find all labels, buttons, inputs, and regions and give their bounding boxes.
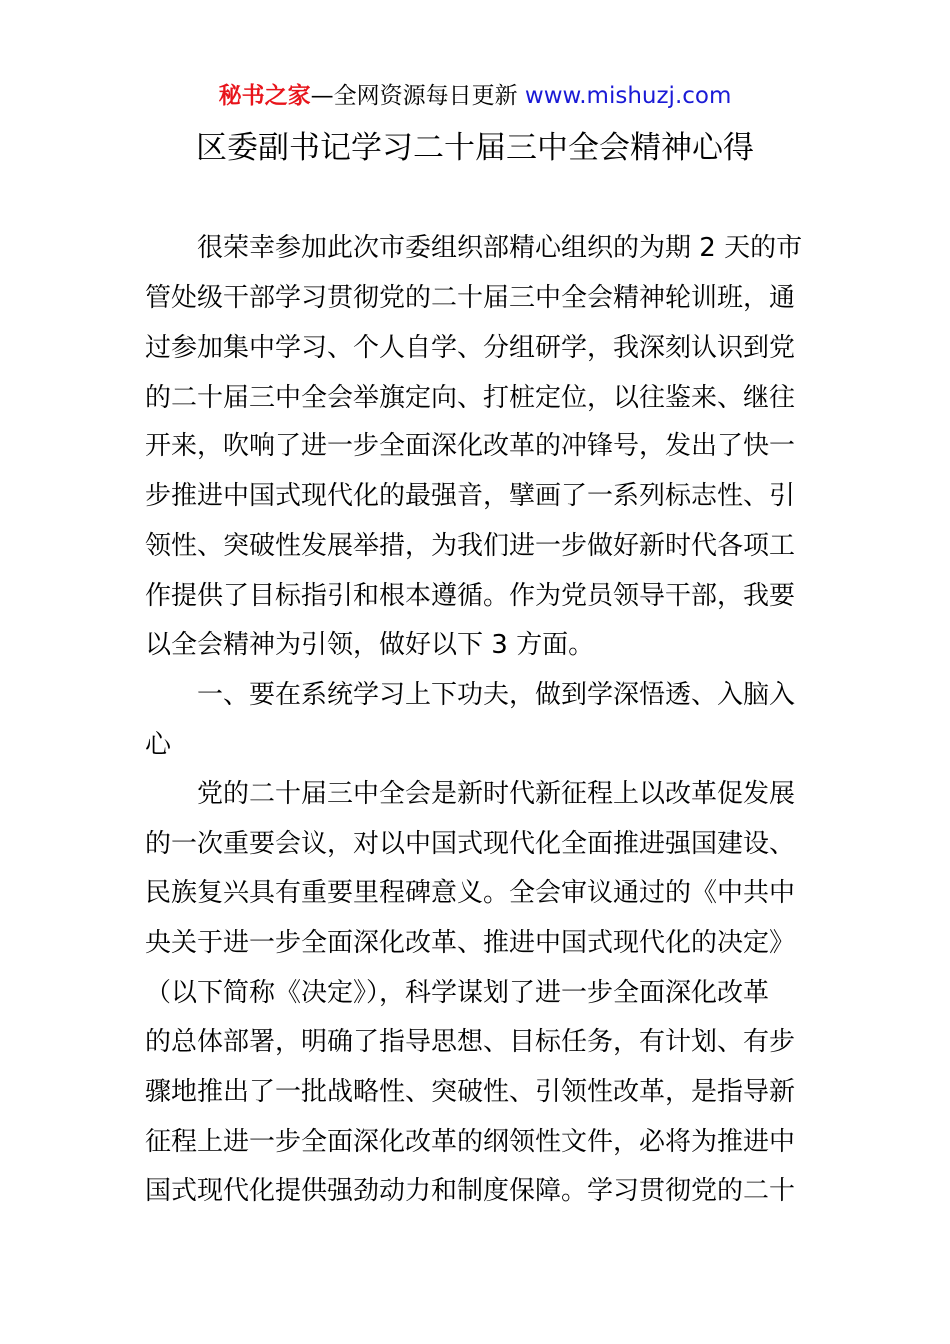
paragraph-line: 领性、突破性发展举措，为我们进一步做好新时代各项工 [145,531,796,561]
paragraph-line: 党的二十届三中全会是新时代新征程上以改革促发展 [145,779,796,809]
site-name: 秘书之家 [218,83,311,109]
paragraph-line: 管处级干部学习贯彻党的二十届三中全会精神轮训班，通 [145,283,796,313]
paragraph-line: 民族复兴具有重要里程碑意义。全会审议通过的《中共中 [145,878,796,908]
paragraph-line: 央关于进一步全面深化改革、推进中国式现代化的决定》 [145,928,796,958]
site-url-link[interactable]: www.mishuzj.com [524,83,732,109]
paragraph-line: 很荣幸参加此次市委组织部精心组织的为期 2 天的市 [145,233,803,263]
paragraph-line: 过参加集中学习、个人自学、分组研学，我深刻认识到党 [145,333,796,363]
paragraph-line: 征程上进一步全面深化改革的纲领性文件，必将为推进中 [145,1127,796,1157]
paragraph-line: 国式现代化提供强劲动力和制度保障。学习贯彻党的二十 [145,1176,796,1206]
paragraph-line: 步推进中国式现代化的最强音，擘画了一系列标志性、引 [145,481,796,511]
paragraph-line: 骤地推出了一批战略性、突破性、引领性改革，是指导新 [145,1077,796,1107]
section-heading-line: 心 [145,730,172,760]
paragraph-line: 作提供了目标指引和根本遵循。作为党员领导干部，我要 [145,581,796,611]
paragraph-line: 的二十届三中全会举旗定向、打桩定位，以往鉴来、继往 [145,383,796,413]
site-header [0,80,950,112]
paragraph-line: 的一次重要会议，对以中国式现代化全面推进强国建设、 [145,829,796,859]
paragraph-line: 开来，吹响了进一步全面深化改革的冲锋号，发出了快一 [145,431,796,461]
paragraph-line: 以全会精神为引领，做好以下 3 方面。 [145,630,595,660]
paragraph-line: 的总体部署，明确了指导思想、目标任务，有计划、有步 [145,1027,796,1057]
site-slogan: —全网资源每日更新 [310,83,525,109]
paragraph-line: （以下简称《决定》），科学谋划了进一步全面深化改革 [145,978,770,1008]
section-heading-line: 一、要在系统学习上下功夫，做到学深悟透、入脑入 [145,680,796,710]
document-title: 区委副书记学习二十届三中全会精神心得 [196,130,754,166]
